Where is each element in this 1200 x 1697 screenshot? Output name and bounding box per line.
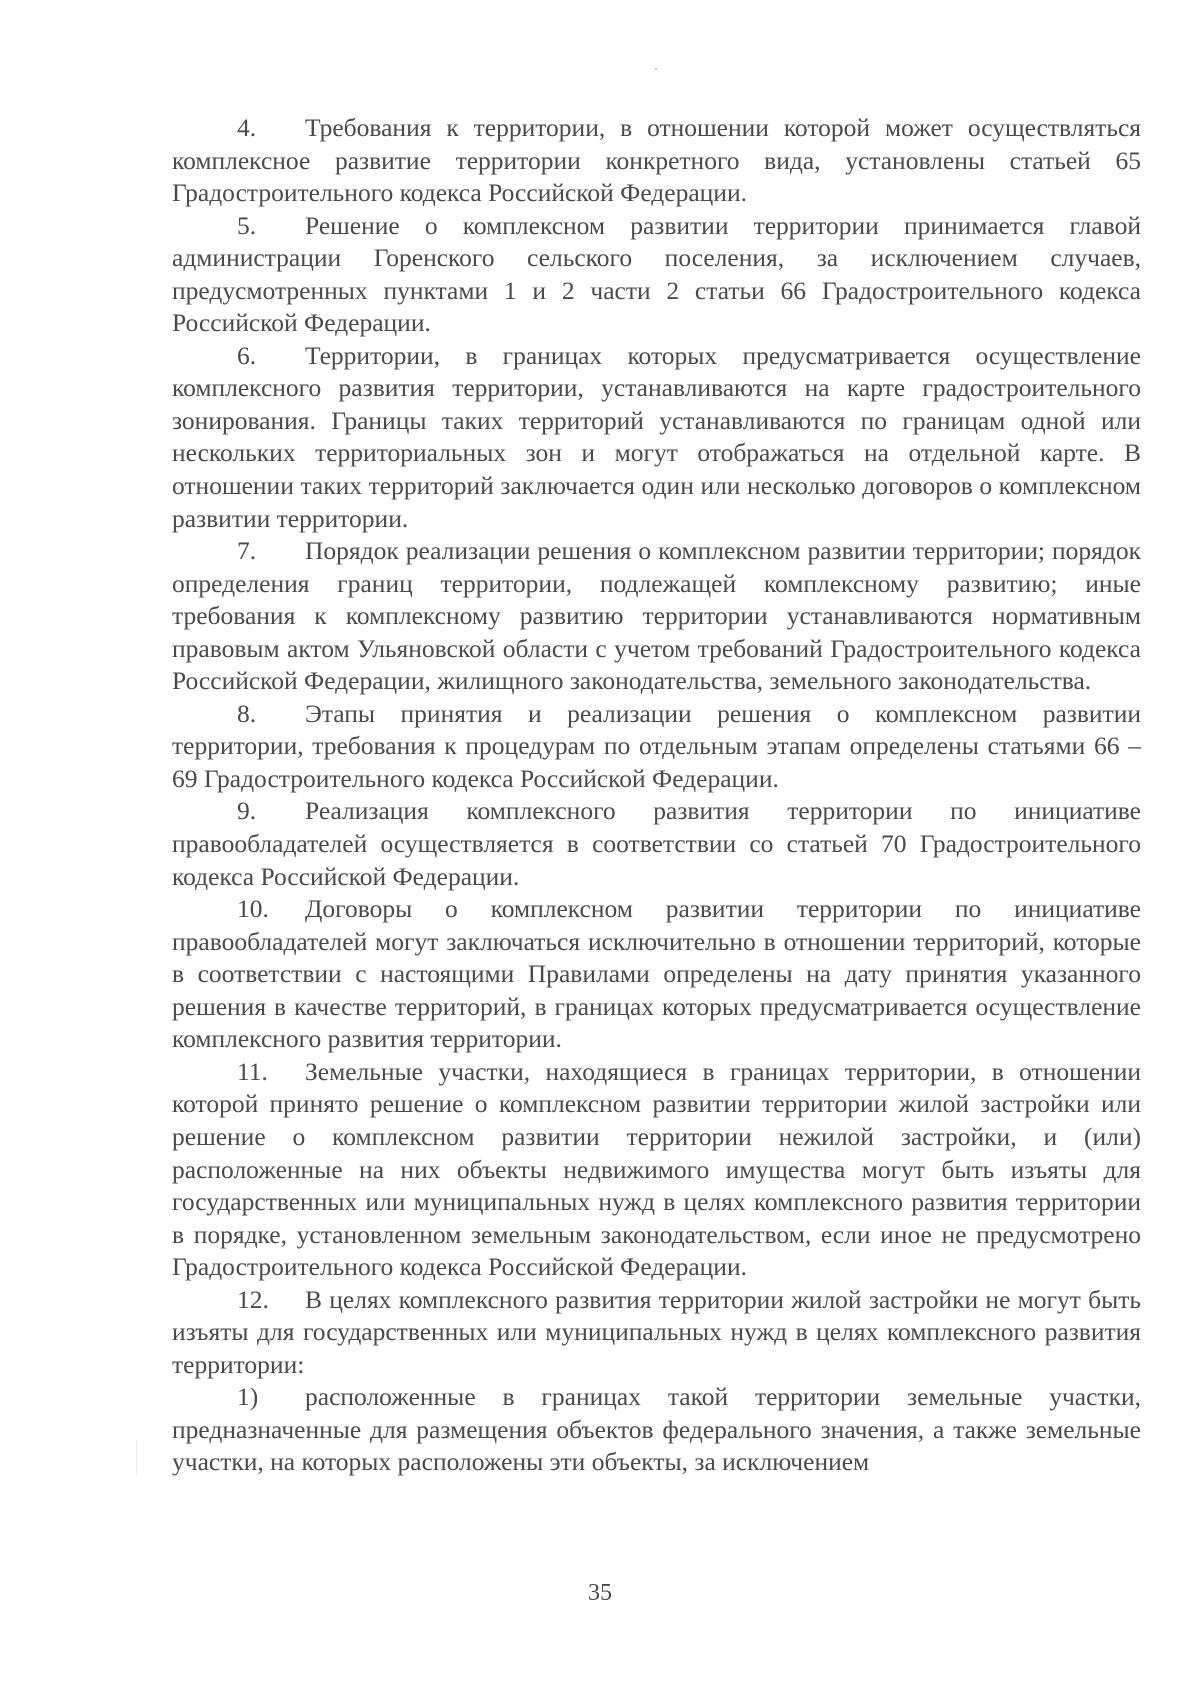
paragraph-number: 5. bbox=[237, 210, 257, 240]
paragraph-8 bbox=[172, 698, 1141, 796]
paragraph-9 bbox=[172, 795, 1141, 893]
paragraph-number: 9. bbox=[237, 796, 257, 826]
paragraph-11 bbox=[172, 1056, 1141, 1284]
scan-speck bbox=[655, 68, 657, 70]
paragraph-7 bbox=[172, 535, 1141, 698]
list-item-1 bbox=[172, 1381, 1141, 1479]
paragraph-text: Решение о комплексном развитии территории принимается главой администрации Горенского сельского поселения, за исключением случаев, предусмотренных пунктами 1 и 2 части 2 статьи 66 Градостроительного кодекса Российской Федерации. bbox=[172, 210, 1141, 338]
paragraph-4 bbox=[172, 112, 1141, 210]
paragraph-text: Этапы принятия и реализации решения о комплексном развитии территории, требования к процедурам по отдельным этапам определены статьями 66 – 69 Градостроительного кодекса Российской Федерации. bbox=[172, 698, 1141, 793]
paragraph-text: Реализация комплексного развития территории по инициативе правообладателей осуществляется в соответствии со статьей 70 Градостроительного кодекса Российской Федерации. bbox=[172, 796, 1141, 891]
paragraph-number: 12. bbox=[237, 1284, 269, 1314]
paragraph-number: 6. bbox=[237, 340, 257, 370]
list-item-text: расположенные в границах такой территории земельные участки, предназначенные для размещения объектов федерального значения, а также земельные участки, на которых расположены эти объекты, за исключением bbox=[172, 1382, 1141, 1477]
paragraph-text: В целях комплексного развития территории жилой застройки не могут быть изъяты для государственных или муниципальных нужд в целях комплексного развития территории: bbox=[172, 1284, 1141, 1379]
list-item-number: 1) bbox=[237, 1382, 259, 1412]
paragraph-number: 10. bbox=[237, 894, 269, 924]
paragraph-number: 11. bbox=[237, 1056, 268, 1086]
paragraph-text: Территории, в границах которых предусматривается осуществление комплексного развития территории, устанавливаются на карте градостроительного зонирования. Границы таких территорий устанавливаются по границам одной или нескольких территориальных зон и могут отображаться на отдельной карте. В отношении таких территорий заключается один или несколько договоров о комплексном развитии территории. bbox=[172, 340, 1141, 533]
paragraph-text: Земельные участки, находящиеся в границах территории, в отношении которой принято решение о комплексном развитии территории жилой застройки или решение о комплексном развитии территории нежилой застройки, и (или) расположенные на них объекты недвижимого имущества могут быть изъяты для государственных или муниципальных нужд в целях комплексного развития территории в порядке, установленном земельным законодательством, если иное не предусмотрено Градостроительного кодекса Российской Федерации. bbox=[172, 1056, 1141, 1282]
paragraph-number: 7. bbox=[237, 536, 257, 566]
paragraph-text: Договоры о комплексном развитии территории по инициативе правообладателей могут заключаться исключительно в отношении территорий, которые в соответствии с настоящими Правилами определены на дату принятия указанного решения в качестве территорий, в границах которых предусматривается осуществление комплексного развития территории. bbox=[172, 894, 1141, 1054]
page-number: 35 bbox=[588, 1580, 612, 1606]
paragraph-5 bbox=[172, 210, 1141, 340]
paragraph-text: Порядок реализации решения о комплексном развитии территории; порядок определения границ территории, подлежащей комплексному развитию; иные требования к комплексному развитию территории устанавливаются нормативным правовым актом Ульяновской области с учетом требований Градостроительного кодекса Российской Федерации, жилищного законодательства, земельного законодательства. bbox=[172, 536, 1141, 696]
document-body bbox=[172, 112, 1141, 1479]
paragraph-text: Требования к территории, в отношении которой может осуществляться комплексное развитие территории конкретного вида, установлены статьей 65 Градостроительного кодекса Российской Федерации. bbox=[172, 113, 1141, 208]
paragraph-number: 8. bbox=[237, 698, 257, 728]
paragraph-number: 4. bbox=[237, 113, 257, 142]
paragraph-10 bbox=[172, 893, 1141, 1056]
scan-margin-line bbox=[136, 1440, 137, 1476]
paragraph-6 bbox=[172, 340, 1141, 535]
paragraph-12 bbox=[172, 1284, 1141, 1382]
